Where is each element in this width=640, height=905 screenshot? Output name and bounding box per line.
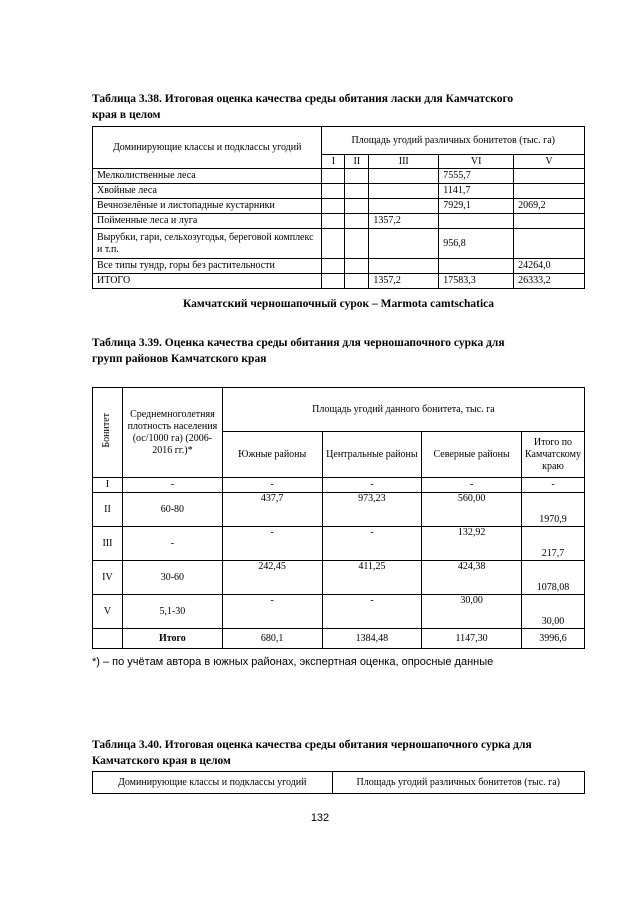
table-338-row [93, 184, 585, 199]
table-340 [92, 771, 585, 794]
table-339-north: - [422, 478, 522, 493]
table-338-row-label: Все типы тундр, горы без растительности [93, 259, 322, 274]
table-338-cell: 26333,2 [514, 274, 585, 289]
table-338-head-class: Доминирующие классы и подклассы угодий [93, 127, 322, 169]
table-339-total: 1970,9 [521, 493, 584, 527]
table-338-bonitet: V [514, 155, 585, 169]
table-338-body [93, 169, 585, 289]
table-339-density: 5,1-30 [122, 595, 222, 629]
table-339-head-bonitet-text: Бонитет [101, 413, 113, 448]
table-338 [92, 126, 585, 289]
table-339-north: 132,92 [422, 527, 522, 561]
table-339-central: 973,23 [322, 493, 422, 527]
table-338-cell [439, 259, 514, 274]
table-338-cell [369, 259, 439, 274]
table-338-cell [514, 184, 585, 199]
table-339-north: 560,00 [422, 493, 522, 527]
table-339-row [93, 478, 585, 493]
table-339-central: - [322, 527, 422, 561]
table-338-row-label: Вечнозелёные и листопадные кустарники [93, 199, 322, 214]
table-339-south: - [222, 478, 322, 493]
table-338-cell [369, 229, 439, 259]
table-340-caption-line1: Таблица 3.40. Итоговая оценка качества среды обитания черношапочного сурка для [92, 739, 532, 751]
table-339-density: - [122, 478, 222, 493]
table-339-head-central: Центральные районы [322, 432, 422, 478]
table-339-caption [92, 335, 592, 367]
table-338-cell: 1357,2 [369, 214, 439, 229]
table-339-bonitet: I [93, 478, 123, 493]
table-339-south: - [222, 595, 322, 629]
table-338-cell [345, 214, 369, 229]
table-339-bonitet: V [93, 595, 123, 629]
table-338-cell: 1357,2 [369, 274, 439, 289]
table-338-cell [369, 169, 439, 184]
table-338-row [93, 169, 585, 184]
table-339-north: 30,00 [422, 595, 522, 629]
table-338-cell [345, 169, 369, 184]
table-339-head-bonitet [93, 388, 123, 478]
table-339-density: - [122, 527, 222, 561]
table-338-cell: 2069,2 [514, 199, 585, 214]
table-338-row-label: Пойменные леса и луга [93, 214, 322, 229]
table-338-row [93, 229, 585, 259]
table-339-bonitet: III [93, 527, 123, 561]
table-339-central: 411,25 [322, 561, 422, 595]
table-338-cell [345, 259, 369, 274]
table-338-cell [369, 184, 439, 199]
table-339-row [93, 595, 585, 629]
table-339-south: 437,7 [222, 493, 322, 527]
table-338-cell [322, 184, 345, 199]
table-338-caption-line2: края в целом [92, 109, 161, 121]
table-339-head-area: Площадь угодий данного бонитета, тыс. га [222, 388, 584, 432]
table-340-caption [92, 737, 592, 769]
table-339-north: 424,38 [422, 561, 522, 595]
table-339-head-north: Северные районы [422, 432, 522, 478]
table-339-total-south: 680,1 [222, 629, 322, 649]
page-number: 132 [310, 812, 330, 824]
table-338-cell [369, 199, 439, 214]
table-339-bonitet: II [93, 493, 123, 527]
table-339-head-density: Среднемноголетняя плотность населения (ос/1000 га) (2006-2016 гг.)* [122, 388, 222, 478]
table-339-total-north: 1147,30 [422, 629, 522, 649]
table-338-cell: 24264,0 [514, 259, 585, 274]
table-339-head-total: Итого по Камчатскому краю [521, 432, 584, 478]
species-subtitle: Камчатский черношапочный сурок – Marmota camtschatica [182, 298, 495, 310]
table-338-head-area: Площадь угодий различных бонитетов (тыс. га) [322, 127, 585, 155]
table-339-head-south: Южные районы [222, 432, 322, 478]
table-339-total: 30,00 [521, 595, 584, 629]
table-340-caption-line2: Камчатского края в целом [92, 755, 231, 767]
table-339-row [93, 561, 585, 595]
table-338-cell [345, 274, 369, 289]
table-338-caption-line1: Таблица 3.38. Итоговая оценка качества среды обитания ласки для Камчатского [92, 93, 514, 105]
table-339-total-all: 3996,6 [521, 629, 584, 649]
table-338-cell: 956,8 [439, 229, 514, 259]
footnote: *) – по учётам автора в южных районах, экспертная оценка, опросные данные [92, 656, 494, 668]
table-338-cell [514, 214, 585, 229]
table-338-cell [322, 199, 345, 214]
table-339-row [93, 527, 585, 561]
table-338-cell [345, 184, 369, 199]
table-338-row [93, 274, 585, 289]
table-338-cell [514, 169, 585, 184]
table-338-bonitet: VI [439, 155, 514, 169]
table-338-cell [345, 229, 369, 259]
table-338-cell [322, 274, 345, 289]
table-339-south: 242,45 [222, 561, 322, 595]
table-338-cell [439, 214, 514, 229]
table-339-body [93, 478, 585, 629]
table-338-bonitet: II [345, 155, 369, 169]
table-338-cell [322, 229, 345, 259]
table-339-total-central: 1384,48 [322, 629, 422, 649]
table-339-total-empty [93, 629, 123, 649]
table-338-row [93, 259, 585, 274]
table-339-caption-line1: Таблица 3.39. Оценка качества среды обитания для черношапочного сурка для [92, 337, 505, 349]
table-339 [92, 387, 585, 649]
table-338-cell [322, 214, 345, 229]
table-339-row [93, 493, 585, 527]
table-338-bonitet: III [369, 155, 439, 169]
table-338-bonitet: I [322, 155, 345, 169]
table-338-row [93, 199, 585, 214]
table-338-cell: 1141,7 [439, 184, 514, 199]
table-338-cell: 7929,1 [439, 199, 514, 214]
table-338-row-label: Мелколиственные леса [93, 169, 322, 184]
table-339-central: - [322, 595, 422, 629]
table-338-cell [322, 259, 345, 274]
table-338-cell: 17583,3 [439, 274, 514, 289]
table-339-central: - [322, 478, 422, 493]
table-339-density: 30-60 [122, 561, 222, 595]
table-339-density: 60-80 [122, 493, 222, 527]
table-338-cell [514, 229, 585, 259]
table-338-row [93, 214, 585, 229]
table-339-caption-line2: групп районов Камчатского края [92, 353, 267, 365]
table-339-total-label: Итого [122, 629, 222, 649]
table-339-total: 217,7 [521, 527, 584, 561]
table-338-caption [92, 91, 592, 123]
table-338-cell [345, 199, 369, 214]
table-338-row-label: ИТОГО [93, 274, 322, 289]
table-338-cell: 7555,7 [439, 169, 514, 184]
table-340-head-class: Доминирующие классы и подклассы угодий [93, 772, 333, 794]
table-339-total: 1078,08 [521, 561, 584, 595]
table-340-head-area: Площадь угодий различных бонитетов (тыс. га) [332, 772, 584, 794]
table-338-cell [322, 169, 345, 184]
table-339-bonitet: IV [93, 561, 123, 595]
table-338-row-label: Хвойные леса [93, 184, 322, 199]
table-339-south: - [222, 527, 322, 561]
table-338-row-label: Вырубки, гари, сельхозугодья, береговой комплекс и т.п. [93, 229, 322, 259]
table-339-total: - [521, 478, 584, 493]
